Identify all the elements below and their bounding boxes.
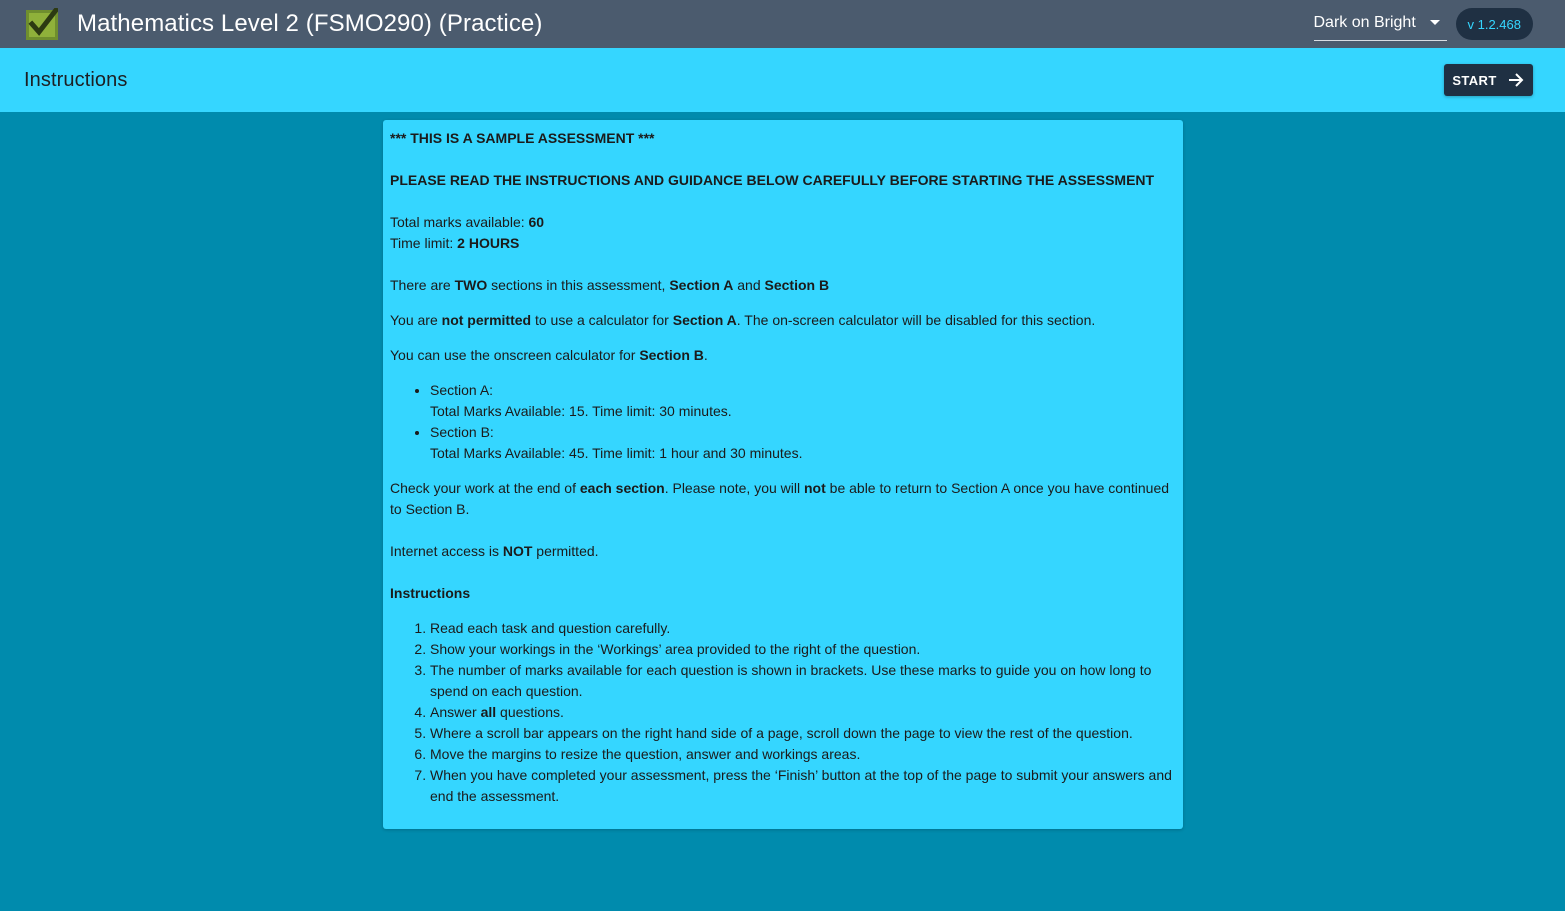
list-item: • Section B: Total Marks Available: 45. Time limit: 1 hour and 30 minutes. bbox=[430, 422, 1176, 464]
time-limit: Time limit: 2 HOURS bbox=[390, 235, 520, 251]
internet-access: Internet access is NOT permitted. bbox=[390, 543, 599, 559]
calculator-permitted: You can use the onscreen calculator for Section B. bbox=[390, 347, 708, 363]
instructions-heading: Instructions bbox=[390, 585, 471, 601]
total-marks: Total marks available: 60 bbox=[390, 214, 545, 230]
checkmark-logo-icon bbox=[26, 8, 58, 40]
page-title: Instructions bbox=[24, 68, 128, 91]
list-item: 1. Read each task and question carefully. bbox=[430, 618, 1176, 639]
version-badge: v 1.2.468 bbox=[1456, 8, 1534, 40]
main-content bbox=[0, 112, 1565, 911]
top-app-bar bbox=[0, 0, 1565, 48]
check-work: Check your work at the end of each section. Please note, you will not be able to return to Section A once you have continued to Section B. bbox=[390, 480, 1170, 517]
instructions-toolbar bbox=[0, 48, 1565, 112]
instructions-steps bbox=[390, 618, 1176, 807]
list-item: 7. When you have completed your assessment, press the ‘Finish’ button at the top of the page to submit your answers and end the assessment. bbox=[430, 765, 1176, 807]
read-warning: PLEASE READ THE INSTRUCTIONS AND GUIDANCE BELOW CAREFULLY BEFORE STARTING THE ASSESSMENT bbox=[390, 172, 1155, 188]
list-item: 4. Answer all questions. bbox=[430, 702, 1176, 723]
sample-banner: *** THIS IS A SAMPLE ASSESSMENT *** bbox=[390, 130, 655, 146]
list-item: 3. The number of marks available for each question is shown in brackets. Use these marks to guide you on how long to spend on each question. bbox=[430, 660, 1176, 702]
list-item: • Section A: Total Marks Available: 15. Time limit: 30 minutes. bbox=[430, 380, 1176, 422]
app-title: Mathematics Level 2 (FSMO290) (Practice) bbox=[77, 10, 543, 37]
theme-select[interactable] bbox=[1314, 8, 1447, 41]
topbar-right bbox=[1314, 8, 1534, 41]
theme-select-value: Dark on Bright bbox=[1313, 13, 1416, 31]
start-button[interactable] bbox=[1444, 64, 1533, 96]
list-item: 6. Move the margins to resize the question, answer and workings areas. bbox=[430, 744, 1176, 765]
sections-list bbox=[390, 380, 1176, 464]
start-button-label: START bbox=[1452, 72, 1497, 88]
calculator-not-permitted: You are not permitted to use a calculator for Section A. The on-screen calculator will be disabled for this section. bbox=[390, 312, 1096, 328]
instructions-card bbox=[383, 120, 1183, 829]
list-item: 5. Where a scroll bar appears on the right hand side of a page, scroll down the page to view the rest of the question. bbox=[430, 723, 1176, 744]
list-item: 2. Show your workings in the ‘Workings’ area provided to the right of the question. bbox=[430, 639, 1176, 660]
chevron-down-icon bbox=[1430, 20, 1440, 25]
sections-intro: There are TWO sections in this assessment, Section A and Section B bbox=[390, 277, 830, 293]
arrow-right-icon bbox=[1507, 71, 1525, 89]
